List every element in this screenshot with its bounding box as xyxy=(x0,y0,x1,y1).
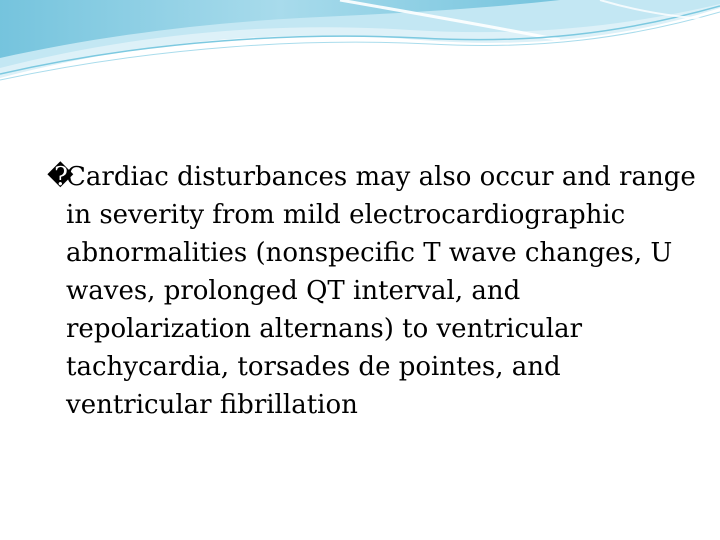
body-text: Cardiac disturbances may also occur and range in severity from mild electrocardiographic abnormalities (nonspecific T wave changes, U waves, prolonged QT interval, and repolarization alternans) to ventricular tachycardia, torsades de pointes, and ventricular fibrillation xyxy=(66,162,696,420)
body-bullet-paragraph xyxy=(47,158,706,424)
header-wave-decoration xyxy=(0,0,720,90)
bullet-glyph: � xyxy=(47,162,74,192)
